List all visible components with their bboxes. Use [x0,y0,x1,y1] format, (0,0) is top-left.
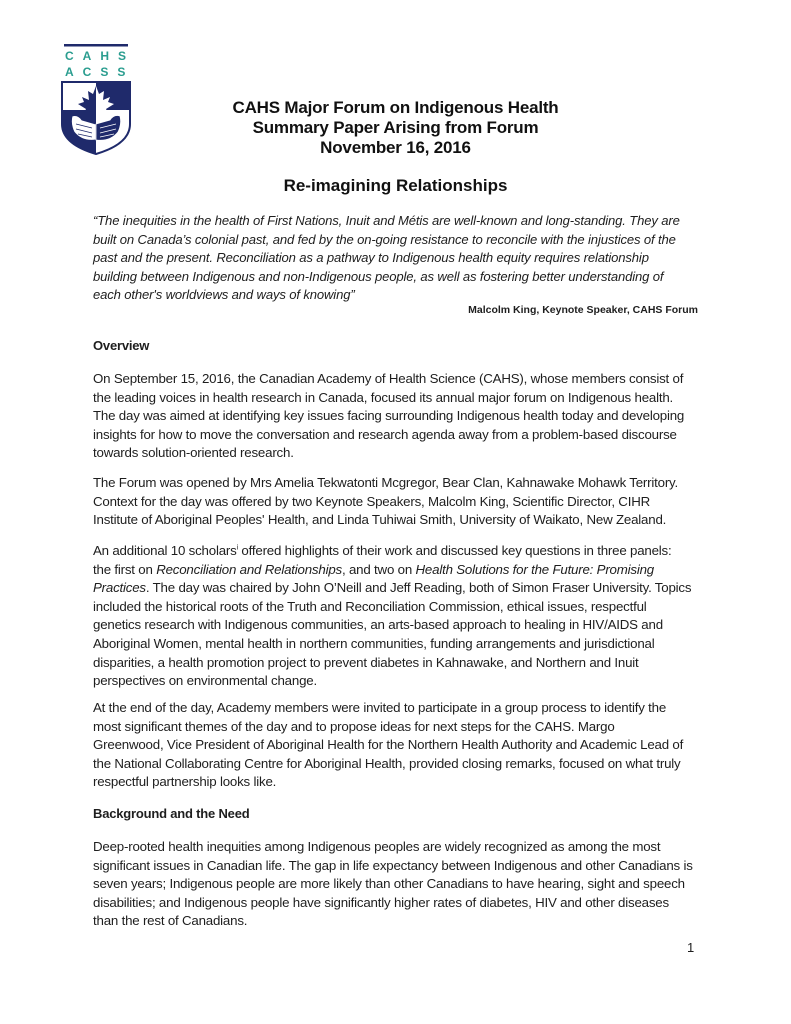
quote-line: each other's worldviews and ways of knowing” [93,287,355,303]
panel-title-health-solutions: Health Solutions for the Future: Promising [415,561,654,577]
logo-text-acss: ACSS [65,65,134,79]
logo-text-cahs: CAHS [65,49,134,63]
text-line: included the historical roots of the Truth and Reconciliation Commission, ethical issues, respectful [93,598,647,614]
document-title-block [0,98,791,158]
heading-overview: Overview [93,338,150,353]
keynote-quote [93,212,715,305]
section-title-reimagining: Re-imagining Relationships [283,176,508,195]
page-number: 1 [687,940,695,955]
text-line: Deep-rooted health inequities among Indigenous peoples are widely recognized as among the most [93,839,661,854]
panel-title-reconciliation: Reconciliation and Relationships [156,561,342,577]
text-line: the first on Reconciliation and Relationships, and two on Health Solutions for the Future: Promising [93,561,654,577]
overview-paragraph-4 [93,699,718,792]
overview-paragraph-3 [93,542,718,691]
text-line: An additional 10 scholars$^i$ offered highlights of their work and discussed key questions in three panels: [93,543,672,558]
text-line: At the end of the day, Academy members were invited to participate in a group process to identify the [93,700,667,715]
background-paragraph-1 [93,838,718,931]
text-line: disabilities; and Indigenous people have significantly higher rates of diabetes, HIV and other diseases [93,894,669,910]
text-line: than the rest of Canadians. [93,913,248,929]
quote-line: “The inequities in the health of First Nations, Inuit and Métis are well-known and long-standing. They are [93,213,680,228]
text-line: most significant themes of the day and to propose ideas for next steps for the CAHS. Margo [93,718,615,734]
quote-line: past and the present. Reconciliation as a pathway to Indigenous health equity requires relationship [93,250,649,266]
text-line: significant issues in Canadian life. The gap in life expectancy between Indigenous and other Canadians is [93,857,693,873]
text-line: disparities, a health promotion project to prevent diabetes in Kahnawake, and Northern and Inuit [93,654,639,670]
text-line: the leading voices in health research in Canada, focused its annual major forum on Indigenous health. [93,389,674,405]
overview-paragraph-1 [93,370,718,463]
quote-line: built on Canada’s colonial past, and fed by the on-going resistance to reconcile with the injustices of the [93,231,676,247]
heading-background: Background and the Need [93,806,250,821]
document-date: November 16, 2016 [320,138,471,157]
footnote-marker[interactable]: i [236,544,238,552]
text-line: Context for the day was offered by two Keynote Speakers, Malcolm King, Scientific Director, CIHR [93,493,651,509]
text-line: The day was aimed at identifying key issues facing surrounding Indigenous health today and developing [93,408,685,424]
text-line: insights for how to move the conversation and research agenda away from a problem-based discourse [93,426,677,442]
text-line: respectful partnership looks like. [93,774,277,790]
text-line: Greenwood, Vice President of Aboriginal Health for the Northern Health Authority and Academic Lead of [93,737,684,753]
quote-attribution: Malcolm King, Keynote Speaker, CAHS Forum [468,304,698,316]
document-title: CAHS Major Forum on Indigenous Health [232,98,559,117]
text-line: towards solution-oriented research. [93,445,294,461]
quote-line: building between Indigenous and non-Indigenous people, as well as fostering better understanding of [93,268,664,284]
text-line: seven years; Indigenous people are more likely than other Canadians to have hearing, sight and speech [93,876,685,892]
text-line: Practices. The day was chaired by John O’Neill and Jeff Reading, both of Simon Fraser University. Topics [93,580,692,596]
text-line: The Forum was opened by Mrs Amelia Tekwatonti Mcgregor, Bear Clan, Kahnawake Mohawk Territory. [93,475,678,490]
text-line: Aboriginal Women, mental health in northern communities, funding arrangements and jurisdictional [93,635,655,651]
text-line: genetics research with Indigenous communities, an arts-based approach to healing in HIV/AIDS and [93,617,663,633]
text-line: the National Collaborating Centre for Aboriginal Health, provided closing remarks, focused on what truly [93,755,681,771]
text-line: Institute of Aboriginal Peoples' Health, and Linda Tuhiwai Smith, University of Waikato, New Zealand. [93,512,667,528]
overview-paragraph-2 [93,474,718,530]
document-subtitle: Summary Paper Arising from Forum [252,118,539,137]
text-line: On September 15, 2016, the Canadian Academy of Health Science (CAHS), whose members consist of [93,371,684,386]
text-line: perspectives on environmental change. [93,673,317,689]
